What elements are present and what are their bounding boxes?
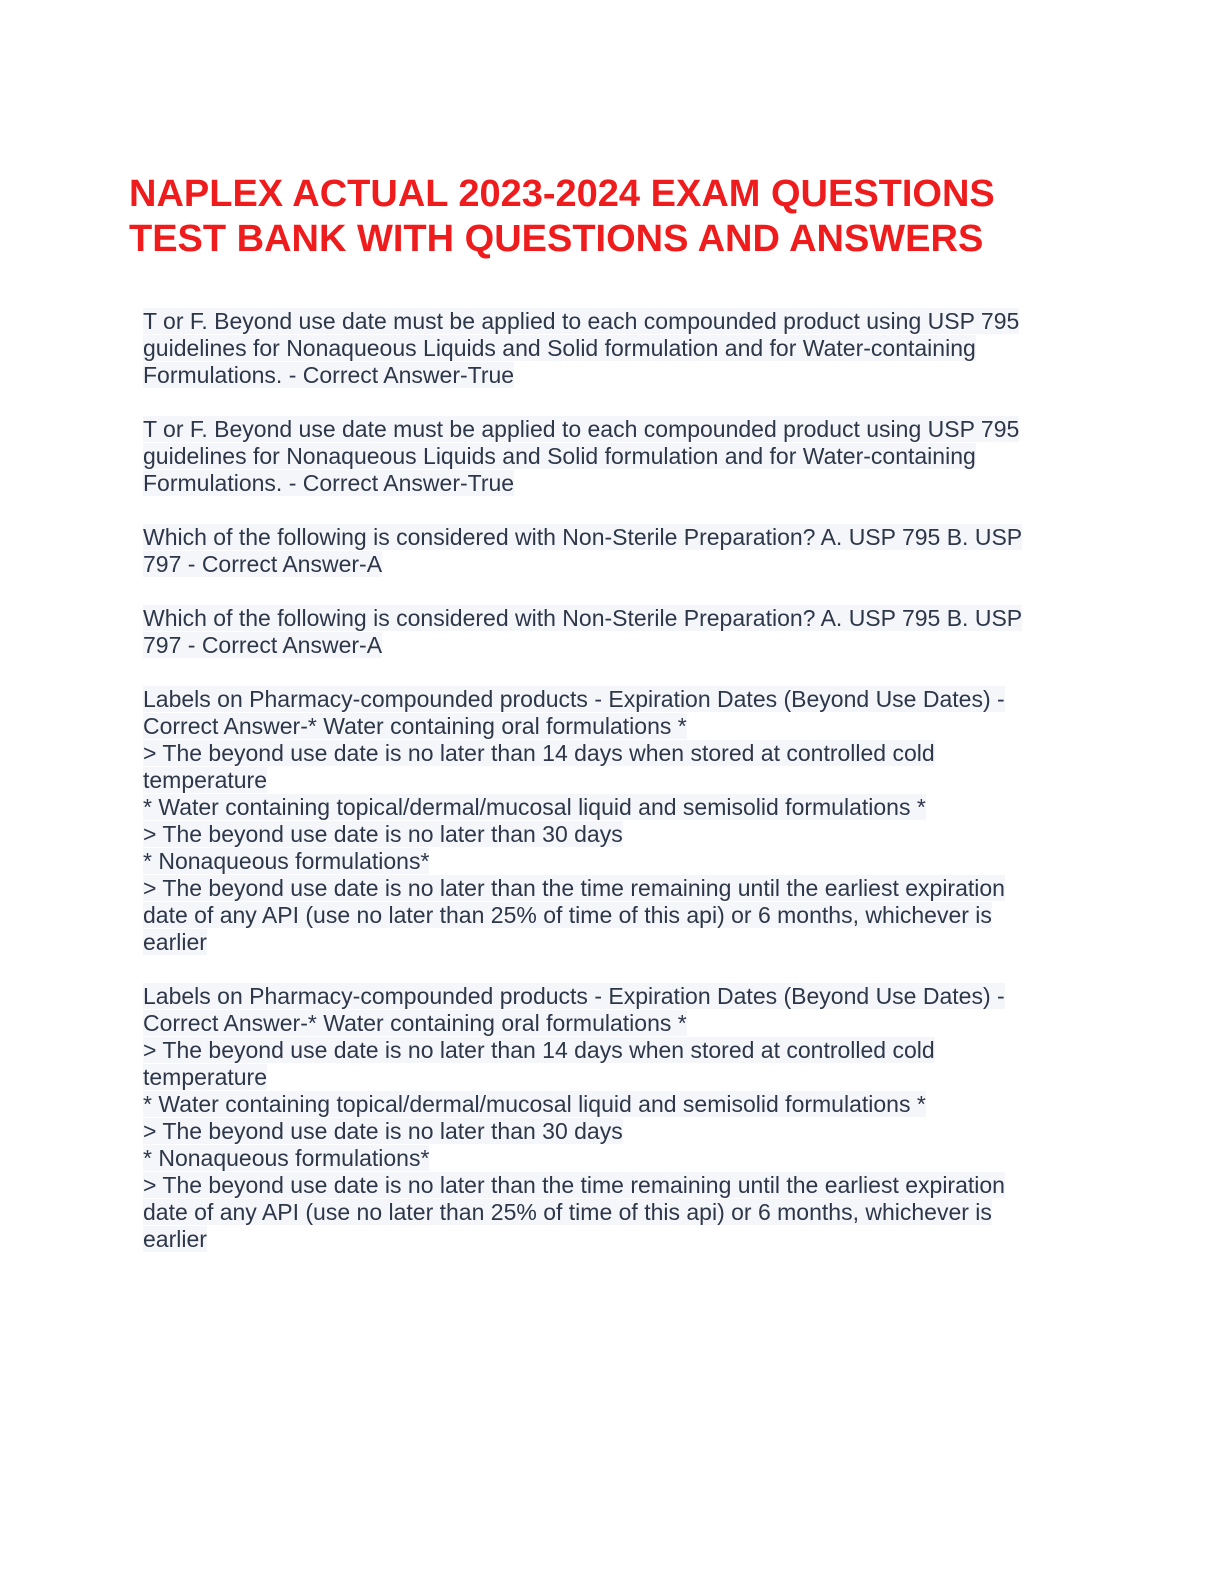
question-answer-item xyxy=(143,686,1143,956)
question-answer-item xyxy=(143,983,1143,1253)
text-line xyxy=(143,686,1143,713)
text-line-content: * Water containing topical/dermal/mucosal liquid and semisolid formulations * xyxy=(143,1091,926,1117)
text-line xyxy=(143,1226,1143,1253)
question-answer-item xyxy=(143,416,1143,497)
text-line-content: temperature xyxy=(143,767,268,793)
document-title xyxy=(129,172,995,262)
question-answer-item xyxy=(143,605,1143,659)
question-list xyxy=(143,308,1143,1280)
text-line-content: Labels on Pharmacy-compounded products - Expiration Dates (Beyond Use Dates) - xyxy=(143,686,1005,712)
text-line xyxy=(143,632,1143,659)
text-line xyxy=(143,308,1143,335)
text-line xyxy=(143,767,1143,794)
text-line xyxy=(143,1091,1143,1118)
text-line xyxy=(143,1199,1143,1226)
text-line xyxy=(143,713,1143,740)
text-line-content: > The beyond use date is no later than the time remaining until the earliest expiration xyxy=(143,1172,1005,1198)
text-line xyxy=(143,875,1143,902)
text-line xyxy=(143,1064,1143,1091)
text-line xyxy=(143,740,1143,767)
text-line-content: earlier xyxy=(143,929,207,955)
text-line xyxy=(143,929,1143,956)
text-line xyxy=(143,524,1143,551)
text-line xyxy=(143,1172,1143,1199)
title-line: TEST BANK WITH QUESTIONS AND ANSWERS xyxy=(129,218,984,260)
text-line-content: > The beyond use date is no later than the time remaining until the earliest expiration xyxy=(143,875,1005,901)
text-line-content: Labels on Pharmacy-compounded products - Expiration Dates (Beyond Use Dates) - xyxy=(143,983,1005,1009)
question-answer-item xyxy=(143,308,1143,389)
text-line-content: T or F. Beyond use date must be applied to each compounded product using USP 795 xyxy=(143,416,1020,442)
text-line-content: > The beyond use date is no later than 14 days when stored at controlled cold xyxy=(143,1037,935,1063)
text-line-content: Which of the following is considered with Non-Sterile Preparation? A. USP 795 B. USP xyxy=(143,524,1023,550)
title-line: NAPLEX ACTUAL 2023-2024 EXAM QUESTIONS xyxy=(129,173,995,215)
text-line xyxy=(143,902,1143,929)
text-line-content: * Water containing topical/dermal/mucosal liquid and semisolid formulations * xyxy=(143,794,926,820)
text-line-content: > The beyond use date is no later than 14 days when stored at controlled cold xyxy=(143,740,935,766)
text-line xyxy=(143,983,1143,1010)
text-line-content: guidelines for Nonaqueous Liquids and Solid formulation and for Water-containing xyxy=(143,335,976,361)
text-line xyxy=(143,1145,1143,1172)
text-line-content: Which of the following is considered with Non-Sterile Preparation? A. USP 795 B. USP xyxy=(143,605,1023,631)
text-line-content: T or F. Beyond use date must be applied to each compounded product using USP 795 xyxy=(143,308,1020,334)
text-line xyxy=(143,605,1143,632)
text-line-content: Correct Answer-* Water containing oral formulations * xyxy=(143,1010,687,1036)
text-line xyxy=(143,416,1143,443)
text-line xyxy=(143,551,1143,578)
text-line-content: > The beyond use date is no later than 30 days xyxy=(143,1118,623,1144)
text-line xyxy=(143,848,1143,875)
text-line-content: 797 - Correct Answer-A xyxy=(143,632,383,658)
text-line xyxy=(143,470,1143,497)
text-line xyxy=(143,443,1143,470)
text-line xyxy=(143,362,1143,389)
text-line-content: date of any API (use no later than 25% of time of this api) or 6 months, whichever is xyxy=(143,902,992,928)
text-line-content: Formulations. - Correct Answer-True xyxy=(143,362,515,388)
text-line-content: guidelines for Nonaqueous Liquids and Solid formulation and for Water-containing xyxy=(143,443,976,469)
text-line xyxy=(143,794,1143,821)
text-line xyxy=(143,821,1143,848)
text-line-content: > The beyond use date is no later than 30 days xyxy=(143,821,623,847)
text-line-content: * Nonaqueous formulations* xyxy=(143,1145,430,1171)
text-line-content: temperature xyxy=(143,1064,268,1090)
text-line-content: 797 - Correct Answer-A xyxy=(143,551,383,577)
text-line-content: Formulations. - Correct Answer-True xyxy=(143,470,515,496)
text-line-content: date of any API (use no later than 25% of time of this api) or 6 months, whichever is xyxy=(143,1199,992,1225)
text-line xyxy=(143,1118,1143,1145)
question-answer-item xyxy=(143,524,1143,578)
text-line xyxy=(143,1010,1143,1037)
text-line-content: Correct Answer-* Water containing oral formulations * xyxy=(143,713,687,739)
text-line xyxy=(143,1037,1143,1064)
text-line-content: * Nonaqueous formulations* xyxy=(143,848,430,874)
text-line-content: earlier xyxy=(143,1226,207,1252)
text-line xyxy=(143,335,1143,362)
